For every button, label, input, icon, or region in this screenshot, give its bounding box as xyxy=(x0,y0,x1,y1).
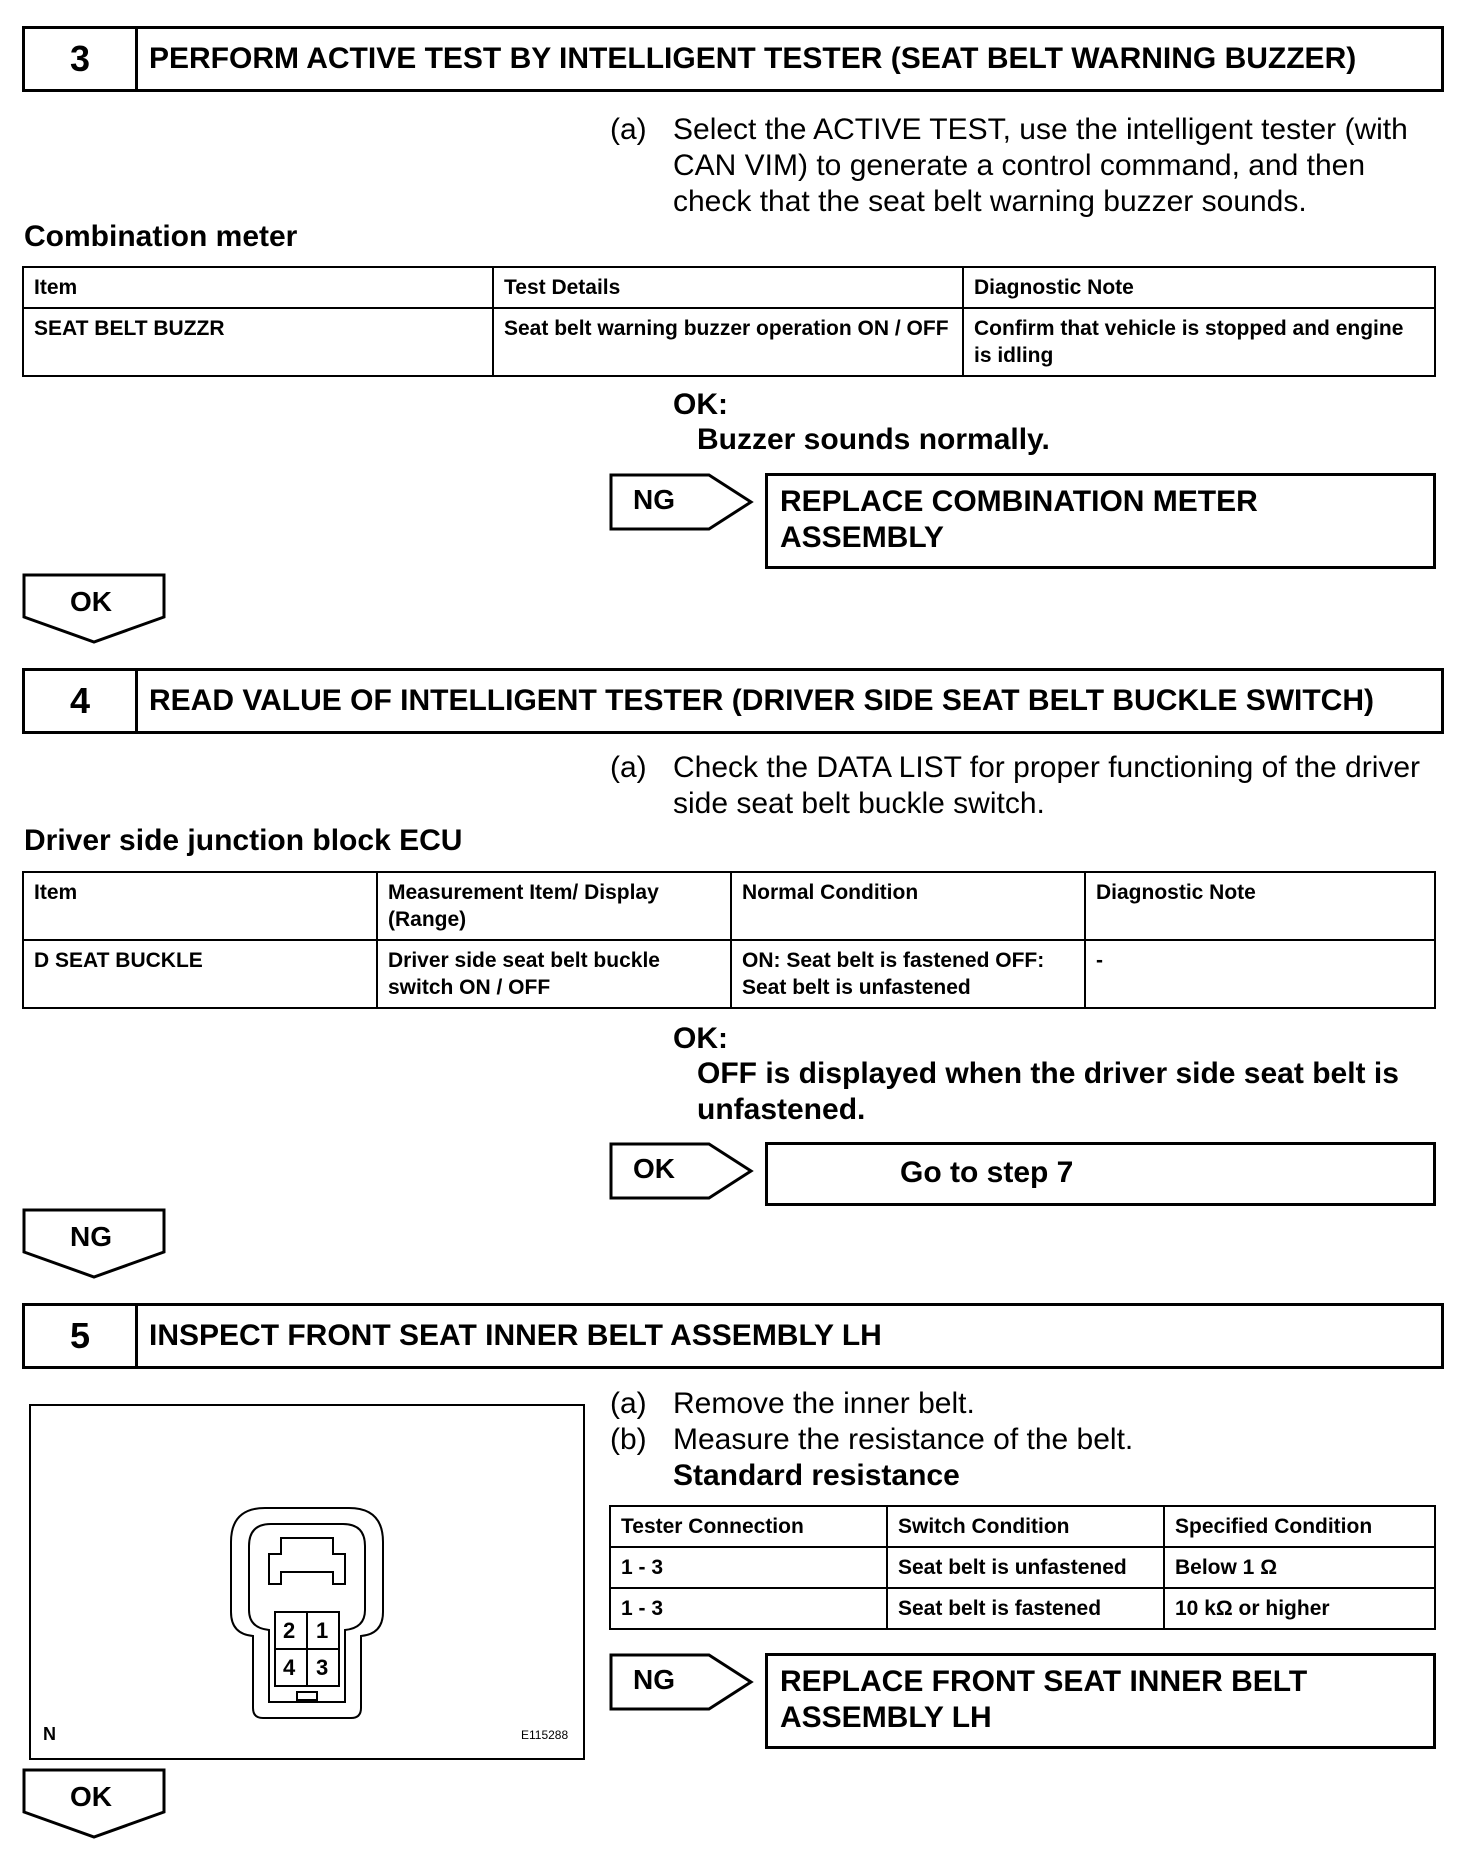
connector-icon xyxy=(31,1406,583,1758)
table-cell: Seat belt warning buzzer operation ON / OFF xyxy=(493,308,963,376)
table-cell: SEAT BELT BUZZR xyxy=(23,308,493,376)
instruction-line: Select the ACTIVE TEST, use the intelligent tester (with xyxy=(673,113,1408,146)
table-cell: Below 1 Ω xyxy=(1164,1547,1435,1588)
pin-label: 2 xyxy=(283,1618,296,1643)
ok-criteria xyxy=(697,1056,1457,1128)
branch-label: NG xyxy=(633,1664,675,1695)
table-header: Specified Condition xyxy=(1164,1506,1435,1547)
pin-label: 4 xyxy=(283,1655,296,1680)
instruction-label: (b) xyxy=(610,1423,647,1456)
pin-label: 3 xyxy=(316,1655,329,1680)
step-number: 3 xyxy=(25,29,138,89)
active-test-table xyxy=(22,266,1436,377)
diagram-corner-label: N xyxy=(43,1724,56,1744)
step-title: INSPECT FRONT SEAT INNER BELT ASSEMBLY LH xyxy=(149,1319,882,1352)
ng-branch-arrow xyxy=(609,1653,755,1711)
instruction-label: (a) xyxy=(610,113,647,146)
ok-branch-arrow xyxy=(609,1142,755,1200)
section-label: Driver side junction block ECU xyxy=(24,824,463,857)
ok-line: unfastened. xyxy=(697,1093,866,1126)
data-list-table xyxy=(22,871,1436,1009)
resistance-table xyxy=(609,1505,1436,1630)
step-5-header xyxy=(22,1303,1444,1369)
instruction-text: Measure the resistance of the belt. xyxy=(673,1423,1134,1456)
pin-label: 1 xyxy=(316,1618,329,1643)
table-row xyxy=(610,1588,1435,1629)
table-cell: - xyxy=(1085,940,1435,1008)
table-cell: 1 - 3 xyxy=(610,1588,887,1629)
branch-label: NG xyxy=(633,484,675,515)
table-header: Measurement Item/ Display (Range) xyxy=(377,872,731,940)
replace-inner-belt-box xyxy=(765,1653,1436,1749)
table-cell: Confirm that vehicle is stopped and engine is idling xyxy=(963,308,1435,376)
down-label: OK xyxy=(70,586,112,617)
table-header: Diagnostic Note xyxy=(1085,872,1435,940)
instruction-line: CAN VIM) to generate a control command, and then xyxy=(673,149,1366,182)
down-label: OK xyxy=(70,1781,112,1812)
table-header: Tester Connection xyxy=(610,1506,887,1547)
table-header: Test Details xyxy=(493,267,963,308)
connector-diagram xyxy=(29,1404,585,1760)
standard-resistance-label: Standard resistance xyxy=(673,1459,960,1492)
table-cell: Driver side seat belt buckle switch ON / OFF xyxy=(377,940,731,1008)
branch-label: OK xyxy=(633,1153,675,1184)
step-title: PERFORM ACTIVE TEST BY INTELLIGENT TESTER (SEAT BELT WARNING BUZZER) xyxy=(149,42,1357,75)
instruction-line: Check the DATA LIST for proper functioning of the driver xyxy=(673,751,1421,784)
table-row xyxy=(610,1547,1435,1588)
step-5-instruction-a xyxy=(610,1386,1460,1422)
ok-criteria: Buzzer sounds normally. xyxy=(697,423,1050,456)
replace-combination-meter-box xyxy=(765,473,1436,569)
instruction-text: Remove the inner belt. xyxy=(673,1387,975,1420)
table-header: Normal Condition xyxy=(731,872,1085,940)
go-to-step-7-box xyxy=(765,1142,1436,1206)
table-cell: 10 kΩ or higher xyxy=(1164,1588,1435,1629)
step-number: 5 xyxy=(25,1306,138,1366)
table-cell: D SEAT BUCKLE xyxy=(23,940,377,1008)
step-4-instruction xyxy=(610,750,1460,826)
table-cell: Seat belt is fastened xyxy=(887,1588,1164,1629)
table-row xyxy=(23,940,1435,1008)
instruction-line: side seat belt buckle switch. xyxy=(673,787,1045,820)
ok-label: OK: xyxy=(673,1022,728,1055)
box-line: REPLACE COMBINATION METER xyxy=(780,485,1258,518)
ng-branch-arrow xyxy=(609,473,755,531)
box-line: ASSEMBLY xyxy=(780,521,944,554)
step-title: READ VALUE OF INTELLIGENT TESTER (DRIVER SIDE SEAT BELT BUCKLE SWITCH) xyxy=(149,684,1375,717)
instruction-label: (a) xyxy=(610,751,647,784)
table-header: Switch Condition xyxy=(887,1506,1164,1547)
section-label: Combination meter xyxy=(24,220,298,253)
down-label: NG xyxy=(70,1221,112,1252)
table-header: Item xyxy=(23,872,377,940)
box-line: ASSEMBLY LH xyxy=(780,1701,992,1734)
table-cell: 1 - 3 xyxy=(610,1547,887,1588)
table-header: Diagnostic Note xyxy=(963,267,1435,308)
table-cell: Seat belt is unfastened xyxy=(887,1547,1164,1588)
diagram-id: E115288 xyxy=(521,1728,569,1742)
table-header: Item xyxy=(23,267,493,308)
instruction-line: check that the seat belt warning buzzer sounds. xyxy=(673,185,1307,218)
step-4-header xyxy=(22,668,1444,734)
instruction-text xyxy=(673,112,1408,220)
table-row xyxy=(23,308,1435,376)
step-5-instruction-b xyxy=(610,1422,1460,1458)
ok-label: OK: xyxy=(673,388,728,421)
ok-line: OFF is displayed when the driver side seat belt is xyxy=(697,1057,1399,1090)
step-3-header xyxy=(22,26,1444,92)
step-3-instruction xyxy=(610,112,1460,222)
step-number: 4 xyxy=(25,671,138,731)
instruction-label: (a) xyxy=(610,1387,647,1420)
instruction-text xyxy=(673,750,1420,822)
box-line: Go to step 7 xyxy=(900,1156,1074,1189)
box-line: REPLACE FRONT SEAT INNER BELT xyxy=(780,1665,1308,1698)
table-cell: ON: Seat belt is fastened OFF: Seat belt is unfastened xyxy=(731,940,1085,1008)
